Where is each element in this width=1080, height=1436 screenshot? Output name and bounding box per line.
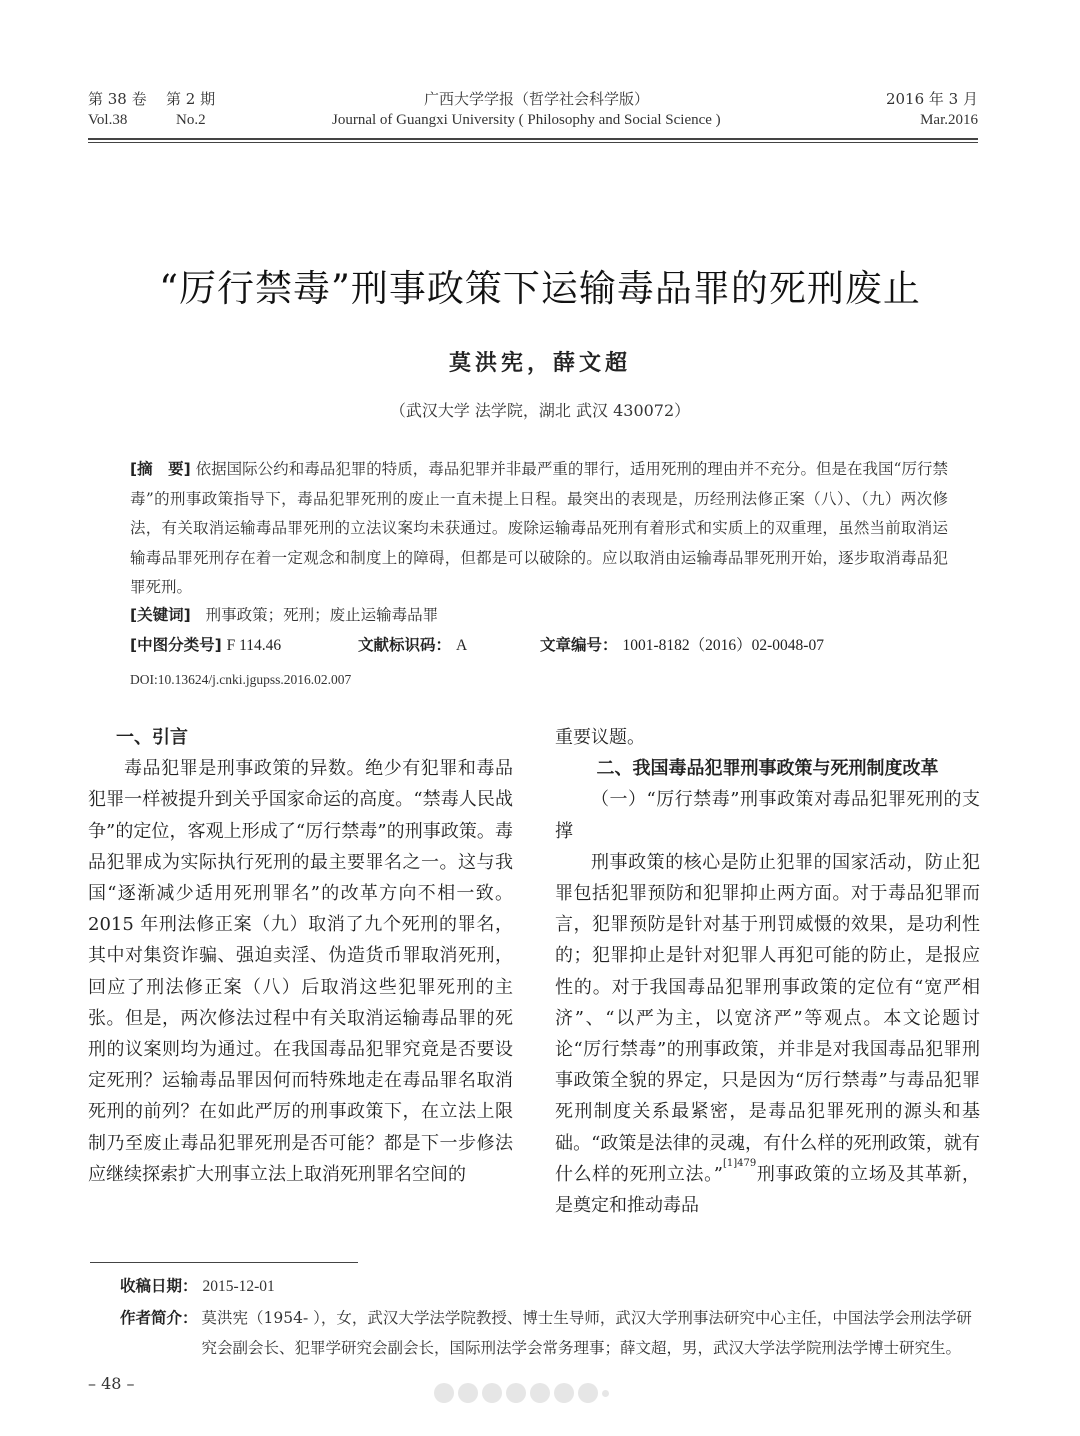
watermark-dot xyxy=(506,1383,526,1403)
article-number-value: 1001-8182（2016）02-0048-07 xyxy=(622,637,824,654)
keywords xyxy=(130,603,948,625)
keywords-text: 刑事政策；死刑；废止运输毒品罪 xyxy=(205,606,439,624)
footnote-rule xyxy=(90,1262,358,1263)
author-bio xyxy=(120,1303,980,1363)
abstract-label: [摘 要] xyxy=(130,460,191,478)
body-paragraph-text: 刑事政策的核心是防止犯罪的国家活动，防止犯罪包括犯罪预防和犯罪抑止两方面。对于毒品犯罪而言，犯罪预防是针对基于刑罚威慑的效果，是功利性的；犯罪抑止是针对犯罪人再犯可能的防止，是报应性的。对于我国毒品犯罪刑事政策的定位有“宽严相济”、“以严为主，以宽济严”等观点。本文论题讨论“厉行禁毒”的刑事政策，并非是对我国毒品犯罪刑事政策全貌的界定，只是因为“厉行禁毒”与毒品犯罪死刑制度关系最紧密，是毒品犯罪死刑的源头和基础。“政策是法律的灵魂，有什么样的死刑政策，就有什么样的死刑立法。” xyxy=(555,851,980,1185)
journal-name-cn: 广西大学学报（哲学社会科学版） xyxy=(424,90,650,108)
article-title: “厉行禁毒”刑事政策下运输毒品罪的死刑废止 xyxy=(159,267,921,310)
body-paragraph xyxy=(555,847,980,1221)
watermark-dot xyxy=(602,1390,609,1397)
section-heading-2: 二、我国毒品犯罪刑事政策与死刑制度改革 xyxy=(596,758,939,780)
watermark-dot xyxy=(530,1383,550,1403)
doi-link[interactable]: DOI:10.13624/j.cnki.jgupss.2016.02.007 xyxy=(130,672,352,687)
issue-en: No.2 xyxy=(176,112,206,128)
abstract-text: 依据国际公约和毒品犯罪的特质，毒品犯罪并非最严重的罪行，适用死刑的理由并不充分。但是在我国“厉行禁毒”的刑事政策指导下，毒品犯罪死刑的废止一直未提上日程。最突出的表现是，历经刑法修正案（八）、（九）两次修法，有关取消运输毒品罪死刑的立法议案均未获通过。废除运输毒品死刑有着形式和实质上的双重理，虽然当前取消运输毒品罪死刑存在着一定观念和制度上的障碍，但都是可以破除的。应以取消由运输毒品罪死刑开始，逐步取消毒品犯罪死刑。 xyxy=(130,460,948,596)
date-en: Mar.2016 xyxy=(920,112,978,128)
received-label: 收稿日期： xyxy=(120,1277,198,1295)
body-paragraph-continued: 重要议题。 xyxy=(555,727,645,748)
abstract xyxy=(130,455,948,603)
body-paragraph: 毒品犯罪是刑事政策的异数。绝少有犯罪和毒品犯罪一样被提升到关乎国家命运的高度。“禁毒人民战争”的定位，客观上形成了“厉行禁毒”的刑事政策。毒品犯罪成为实际执行死刑的最主要罪名之一。这与我国“逐渐减少适用死刑罪名”的改革方向不相一致。2015 年刑法修正案（九）取消了九个死刑的罪名，其中对集资诈骗、强迫卖淫、伪造货币罪取消死刑，回应了刑法修正案（八）后取消这些犯罪死刑的主张。但是，两次修法过程中有关取消运输毒品罪的死刑的议案则均为通过。在我国毒品犯罪究竟是否要设定死刑？运输毒品罪因何而特殊地走在毒品罪名取消死刑的前列？在如此严厉的刑事政策下，在立法上限制乃至废止毒品犯罪死刑是否可能？都是下一步修法应继续探索扩大刑事立法上取消死刑罪名空间的 xyxy=(88,758,513,1185)
article-authors: 莫洪宪，薛文超 xyxy=(448,350,631,376)
volume-cn: 第 38 卷 xyxy=(88,90,147,108)
body-column-right xyxy=(555,722,980,1221)
watermark-dot xyxy=(482,1383,502,1403)
received-date xyxy=(120,1271,980,1302)
watermark-dot xyxy=(578,1383,598,1403)
header-rule-thick xyxy=(88,138,978,140)
keywords-label: [关键词] xyxy=(130,606,191,624)
citation-ref[interactable]: [1]479 xyxy=(723,1157,757,1169)
header-rule-thin xyxy=(88,142,978,143)
doc-code-value: A xyxy=(455,637,468,654)
bio-label: 作者简介： xyxy=(120,1309,198,1327)
doc-code-label: 文献标识码： xyxy=(358,636,452,654)
body-column-left xyxy=(88,722,513,1190)
date-cn: 2016 年 3 月 xyxy=(885,90,978,108)
volume-en: Vol.38 xyxy=(88,112,128,128)
issue-cn: 第 2 期 xyxy=(166,90,216,108)
section-heading-intro: 一、引言 xyxy=(116,727,188,748)
bio-text: 莫洪宪（1954- ），女，武汉大学法学院教授、博士生导师，武汉大学刑事法研究中心主任，中国法学会刑法学研究会副会长、犯罪学研究会副会长，国际刑法学会常务理事；薛文超，男，武汉大学法学院刑法学博士研究生。 xyxy=(201,1309,972,1357)
journal-name-en: Journal of Guangxi University ( Philosophy and Social Science ) xyxy=(332,112,721,128)
clc-label: [中图分类号] xyxy=(130,636,222,654)
watermark-dot xyxy=(458,1383,478,1403)
received-value: 2015-12-01 xyxy=(202,1278,275,1295)
article-number-label: 文章编号： xyxy=(540,636,618,654)
body-paragraph-text-end: 刑事政策的立场及其革新，是奠定和推动毒品 xyxy=(555,1163,981,1217)
clc-value: F 114.46 xyxy=(226,637,282,654)
watermark-decoration xyxy=(434,1382,634,1404)
watermark-dot xyxy=(554,1383,574,1403)
page-number: – 48 – xyxy=(88,1374,135,1393)
watermark-dot xyxy=(434,1383,454,1403)
author-affiliation: （武汉大学 法学院，湖北 武汉 430072） xyxy=(389,401,691,420)
subsection-heading-2-1: （一）“厉行禁毒”刑事政策对毒品犯罪死刑的支撑 xyxy=(555,789,980,842)
